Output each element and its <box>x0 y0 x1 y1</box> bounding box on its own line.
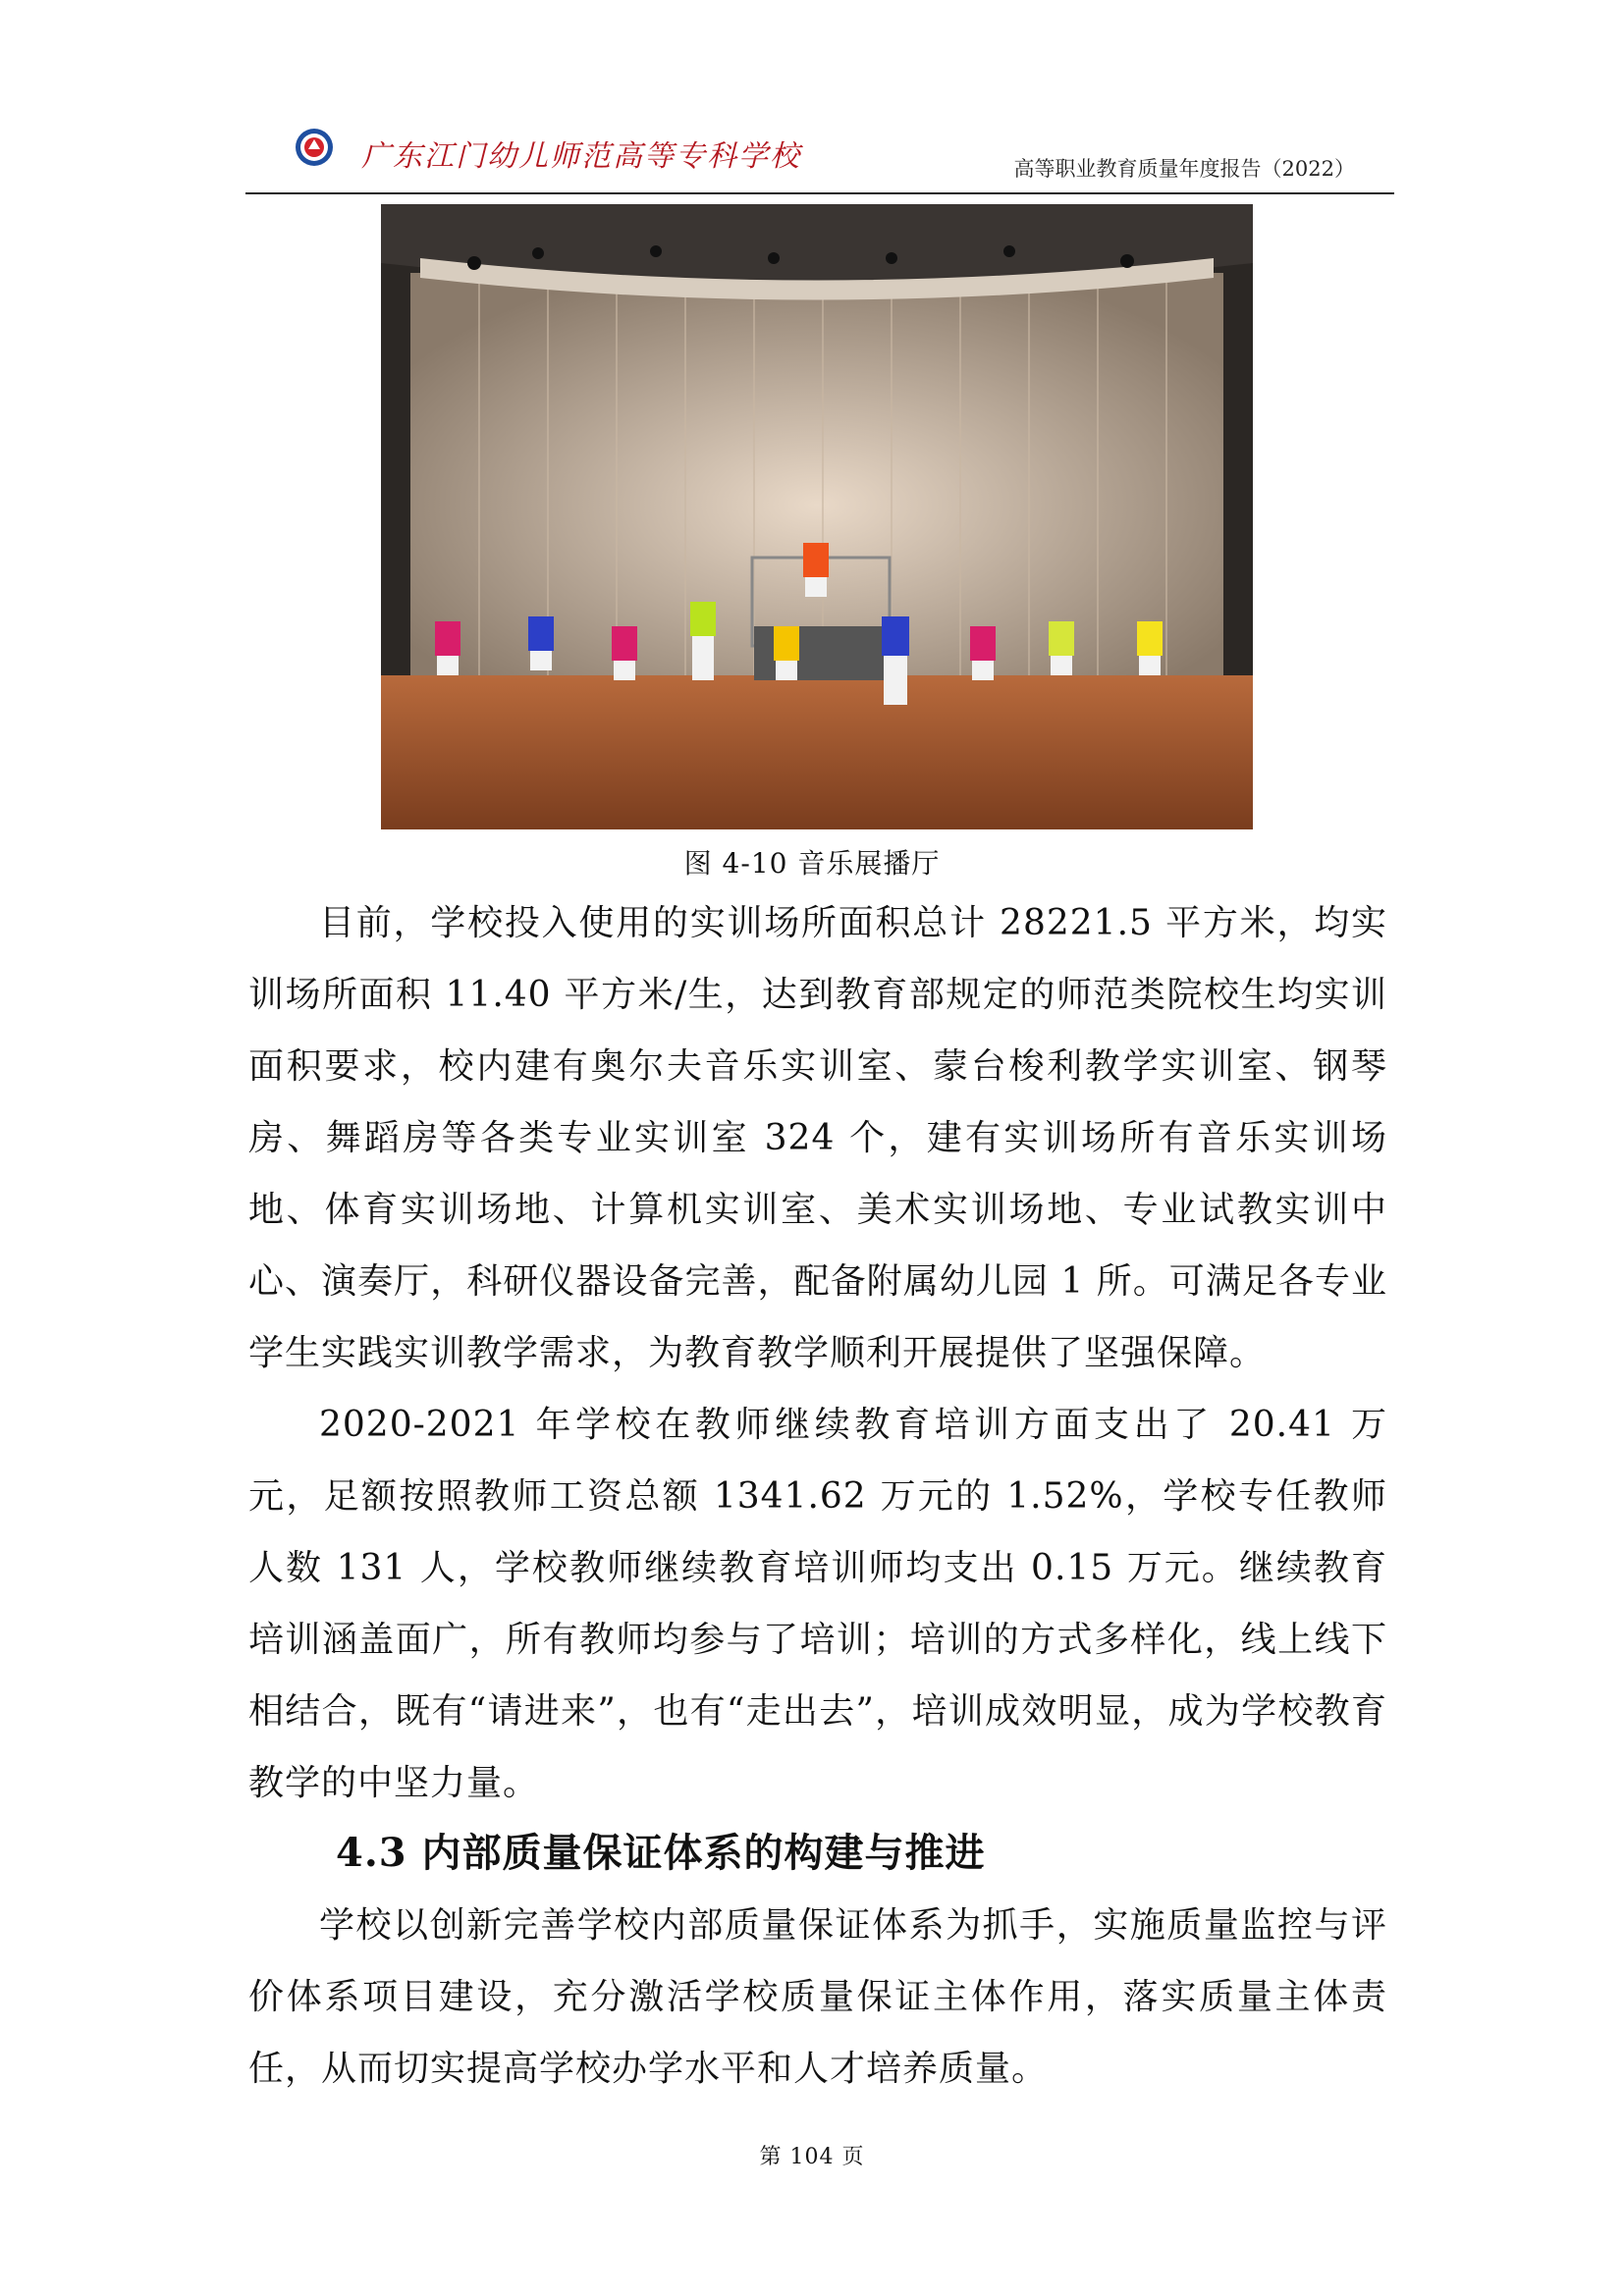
paragraph-quality-system: 学校以创新完善学校内部质量保证体系为抓手，实施质量监控与评价体系项目建设，充分激活学校质量保证主体作用，落实质量主体责任，从而切实提高学校办学水平和人才培养质量。 <box>248 1905 1387 2089</box>
paragraph-facilities: 目前，学校投入使用的实训场所面积总计 28221.5 平方米，均实训场所面积 11.40 平方米/生，达到教育部规定的师范类院校生均实训面积要求，校内建有奥尔夫音乐实训室、蒙台梭利教学实训室、钢琴房、舞蹈房等各类专业实训室 324 个，建有实训场所有音乐实训场地、体育实训场地、计算机实训室、美术实训场地、专业试教实训中心、演奏厅，科研仪器设备完善，配备附属幼儿园 1 所。可满足各专业学生实践实训教学需求，为教育教学顺利开展提供了坚强保障。 <box>248 903 1387 1373</box>
paragraph-teacher-training: 2020-2021 年学校在教师继续教育培训方面支出了 20.41 万元，足额按照教师工资总额 1341.62 万元的 1.52%，学校专任教师人数 131 人，学校教师继续教育培训师均支出 0.15 万元。继续教育培训涵盖面广，所有教师均参与了培训；培训的方式多样化，线上线下相结合，既有“请进来”，也有“走出去”，培训成效明显，成为学校教育教学的中坚力量。 <box>248 1405 1387 1803</box>
body-text-block-2 <box>248 1890 1387 2105</box>
section-heading: 4.3 内部质量保证体系的构建与推进 <box>336 1830 986 1876</box>
school-name: 广东江门幼儿师范高等专科学校 <box>361 139 801 174</box>
report-title: 高等职业教育质量年度报告（2022） <box>1013 157 1355 181</box>
school-emblem-icon <box>295 128 334 167</box>
body-text-block-1 <box>248 887 1387 1819</box>
page-header <box>245 118 1394 194</box>
stage-performance-photo <box>381 204 1253 829</box>
figure-caption: 图 4-10 音乐展播厅 <box>683 847 941 880</box>
page-number: 第 104 页 <box>759 2145 865 2169</box>
header-divider <box>245 192 1394 194</box>
